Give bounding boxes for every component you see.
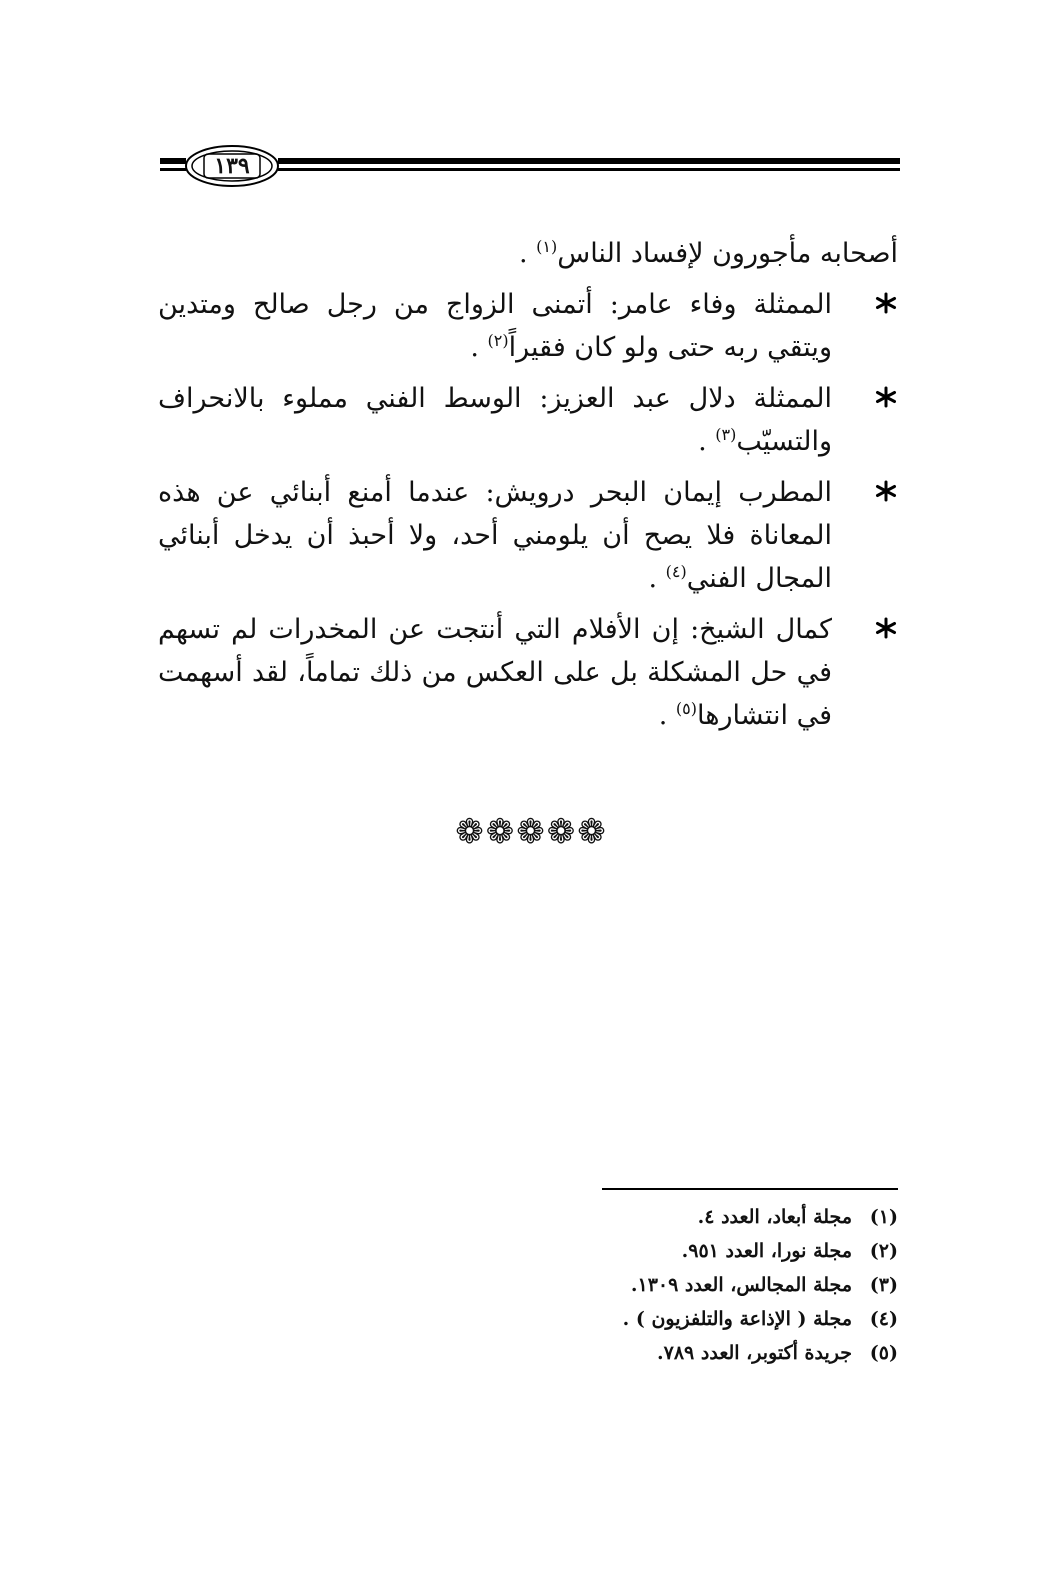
footnote-text: جريدة أكتوبر، العدد ٧٨٩. xyxy=(657,1342,852,1364)
quote-item: الممثلة دلال عبد العزيز: الوسط الفني مملوء بالانحراف والتسيّب$^{(٣)}$ . xyxy=(158,377,898,463)
footnote-separator xyxy=(602,1188,898,1190)
quote-text: كمال الشيخ: إن الأفلام التي أنتجت عن المخدرات لم تسهم في حل المشكلة بل على العكس من ذلك تماماً، لقد أسهمت في انتشارها xyxy=(158,614,832,731)
footnote-item xyxy=(500,1302,898,1336)
footnote-number: (١) xyxy=(869,1206,898,1228)
page-number-badge xyxy=(184,144,280,188)
footnote-text: مجلة ( الإذاعة والتلفزيون ) . xyxy=(622,1308,852,1330)
footnote-item xyxy=(500,1268,898,1302)
asterisk-bullet-icon xyxy=(874,616,898,640)
quote-item: المطرب إيمان البحر درويش: عندما أمنع أبنائي عن هذه المعاناة فلا يصح أن يلومني أحد، ولا أحبذ أن يدخل أبنائي المجال الفني$^{(٤)}$ . xyxy=(158,471,898,600)
section-divider-ornament: ❁❁❁❁❁ xyxy=(455,812,608,852)
asterisk-bullet-icon xyxy=(874,385,898,409)
footnote-ref: (٣) xyxy=(715,425,737,444)
asterisk-bullet-icon xyxy=(874,479,898,503)
intro-text: أصحابه مأجورون لإفساد الناس xyxy=(557,238,898,269)
footnote-ref: (٢) xyxy=(487,331,509,350)
footnotes xyxy=(500,1200,898,1370)
footnote-item xyxy=(500,1200,898,1234)
header-rule-left xyxy=(160,158,186,174)
asterisk-bullet-icon xyxy=(874,291,898,315)
footnote-ref: (٥) xyxy=(675,699,698,718)
quote-text: الممثلة دلال عبد العزيز: الوسط الفني مملوء بالانحراف والتسيّب xyxy=(158,383,832,457)
page-body xyxy=(158,232,898,745)
footnote-number: (٣) xyxy=(869,1274,898,1296)
footnote-text: مجلة نورا، العدد ٩٥١. xyxy=(681,1240,852,1262)
page-number: ١٣٩ xyxy=(214,153,250,179)
intro-paragraph: أصحابه مأجورون لإفساد الناس$^{(١)}$ . xyxy=(518,237,898,269)
footnote-number: (٥) xyxy=(869,1342,898,1364)
footnote-ref: (٤) xyxy=(665,562,687,581)
footnote-number: (٤) xyxy=(869,1308,898,1330)
quote-text: الممثلة وفاء عامر: أتمنى الزواج من رجل صالح ومتدين ويتقي ربه حتى ولو كان فقيراً xyxy=(158,289,832,363)
header-rule-right xyxy=(278,158,900,174)
quote-item: الممثلة وفاء عامر: أتمنى الزواج من رجل صالح ومتدين ويتقي ربه حتى ولو كان فقيراً$^{(٢)}$ . xyxy=(158,283,898,369)
footnote-item xyxy=(500,1336,898,1370)
quote-text: المطرب إيمان البحر درويش: عندما أمنع أبنائي عن هذه المعاناة فلا يصح أن يلومني أحد، ولا أحبذ أن يدخل أبنائي المجال الفني xyxy=(158,477,832,594)
footnote-number: (٢) xyxy=(869,1240,898,1262)
quote-item: كمال الشيخ: إن الأفلام التي أنتجت عن المخدرات لم تسهم في حل المشكلة بل على العكس من ذلك تماماً، لقد أسهمت في انتشارها$^{(٥)}$ . xyxy=(158,608,898,737)
footnote-item xyxy=(500,1234,898,1268)
footnote-text: مجلة أبعاد، العدد ٤. xyxy=(697,1206,852,1228)
footnote-ref: (١) xyxy=(536,237,558,256)
footnote-text: مجلة المجالس، العدد ١٣٠٩. xyxy=(630,1274,852,1296)
page-header xyxy=(160,138,900,198)
